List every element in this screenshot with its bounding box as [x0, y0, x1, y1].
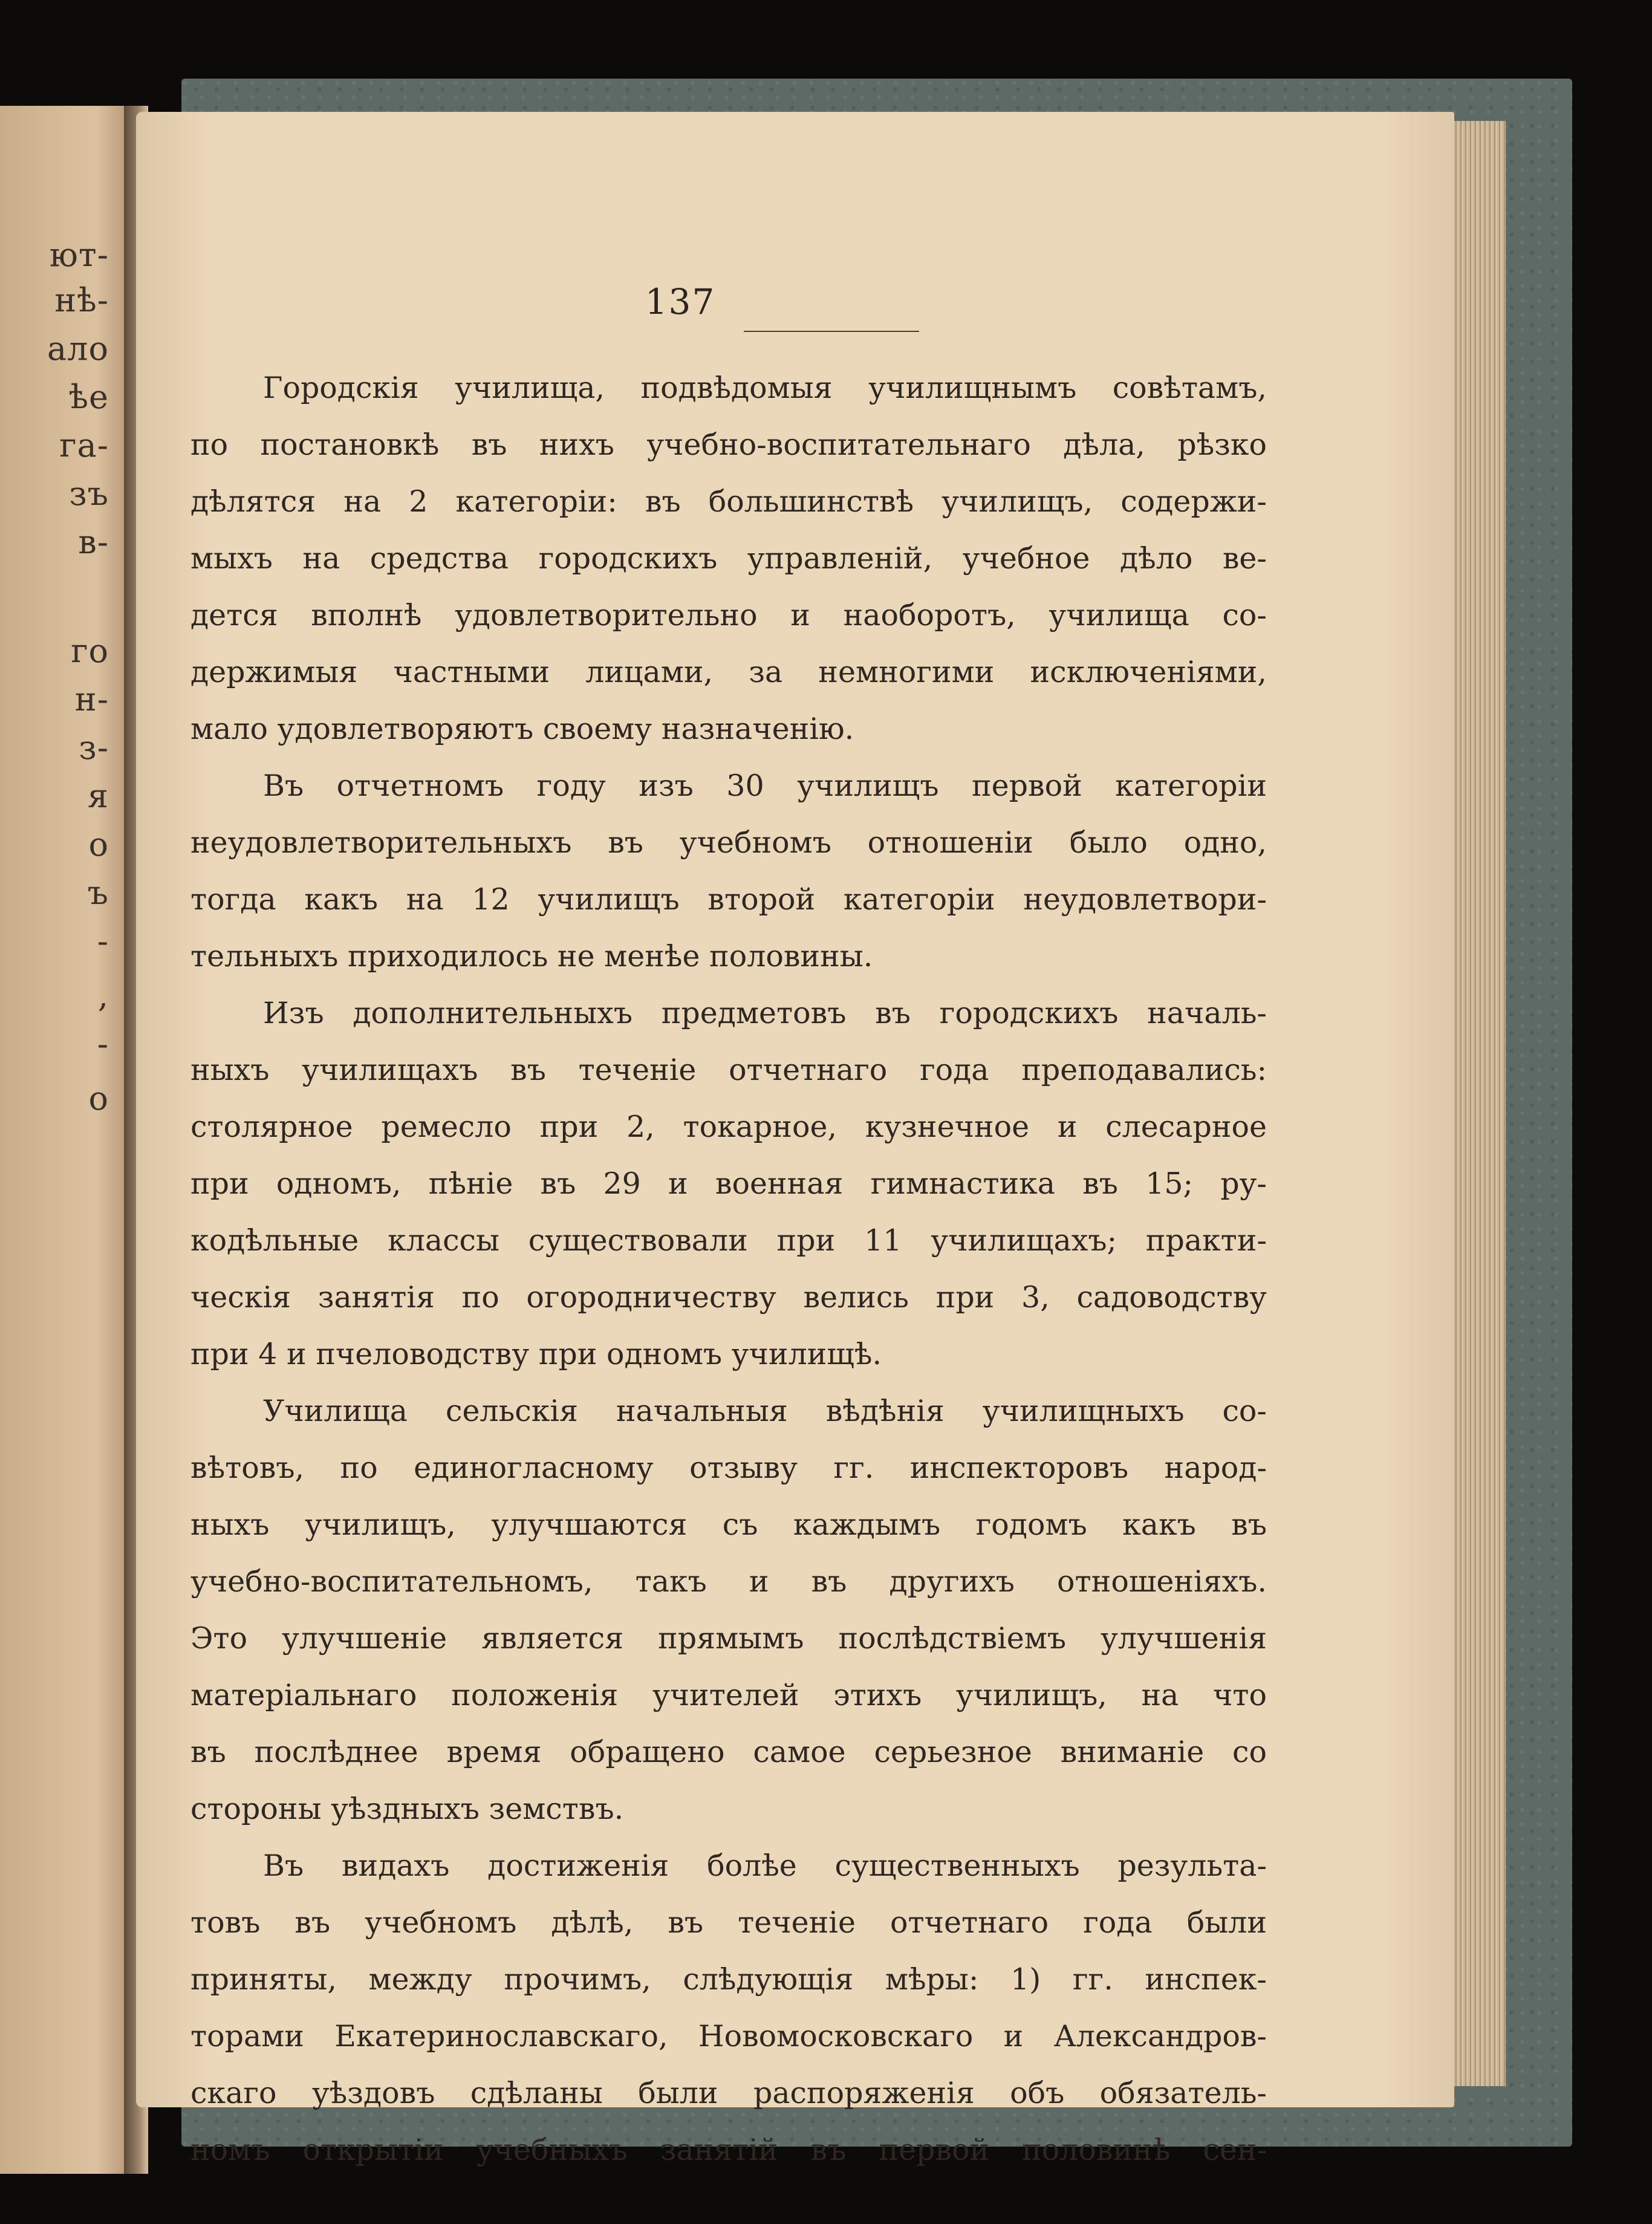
left-page-fragment: ѣе [68, 378, 109, 416]
text-line: мало удовлетворяютъ своему назначенію. [190, 712, 854, 746]
left-page-fragment: га- [59, 426, 109, 464]
left-page-fragment: о [88, 1079, 109, 1117]
text-line: стороны уѣздныхъ земствъ. [190, 1792, 624, 1826]
left-page-fragment: я [87, 777, 109, 815]
left-page-fragment: - [97, 1025, 109, 1063]
book-page [136, 112, 1454, 2167]
page-number-rule [744, 331, 919, 332]
left-page-fragment: в- [78, 523, 109, 561]
text-line: ныхъ училищъ, улучшаются съ каждымъ годомъ какъ въ [190, 1507, 1267, 1542]
left-page-fragment: нѣ- [54, 281, 109, 319]
text-line: номъ открытіи учебныхъ занятій въ первой половинѣ сен- [190, 2133, 1267, 2167]
text-line: Это улучшеніе является прямымъ послѣдствіемъ улучшенія [190, 1621, 1267, 1656]
text-line: ныхъ училищахъ въ теченіе отчетнаго года преподавались: [190, 1053, 1267, 1087]
page-number: 137 [645, 281, 716, 322]
text-line: тельныхъ приходилось не менѣе половины. [190, 939, 873, 974]
text-line: по постановкѣ въ нихъ учебно-воспитательнаго дѣла, рѣзко [190, 428, 1267, 462]
left-page-fragment: ало [47, 330, 109, 368]
text-line: товъ въ учебномъ дѣлѣ, въ теченіе отчетнаго года были [190, 1905, 1267, 1940]
left-page-fragment: го [71, 632, 109, 670]
text-line: Городскія училища, подвѣдомыя училищнымъ совѣтамъ, [263, 371, 1267, 405]
text-line: при 4 и пчеловодству при одномъ училищѣ. [190, 1337, 882, 1371]
left-page-fragment: - [97, 922, 109, 960]
text-line: вѣтовъ, по единогласному отзыву гг. инспекторовъ народ- [190, 1451, 1267, 1485]
text-line: въ послѣднее время обращено самое серьезное вниманіе со [190, 1735, 1267, 1769]
text-line: дѣлятся на 2 категоріи: въ большинствѣ училищъ, содержи- [190, 484, 1267, 519]
left-page-fragment: ъ [87, 874, 109, 912]
text-line: Училища сельскія начальныя вѣдѣнія училищныхъ со- [263, 1394, 1267, 1428]
left-page-fragment: , [97, 977, 109, 1015]
text-line: при одномъ, пѣніе въ 29 и военная гимнастика въ 15; ру- [190, 1166, 1267, 1201]
text-line: Въ отчетномъ году изъ 30 училищъ первой категоріи [263, 769, 1267, 803]
text-line: матеріальнаго положенія учителей этихъ училищъ, на что [190, 1678, 1267, 1712]
text-line: держимыя частными лицами, за немногими исключеніями, [190, 655, 1267, 689]
text-line: ческія занятія по огородничеству велись при 3, садоводству [190, 1280, 1267, 1315]
text-line: тогда какъ на 12 училищъ второй категоріи неудовлетвори- [190, 882, 1267, 917]
left-facing-page [0, 106, 136, 2174]
left-page-fragment: ют- [49, 236, 109, 274]
page-body-text [190, 360, 1267, 2179]
text-line: кодѣльные классы существовали при 11 училищахъ; практи- [190, 1223, 1267, 1258]
text-line: мыхъ на средства городскихъ управленій, учебное дѣло ве- [190, 541, 1267, 576]
text-line: дется вполнѣ удовлетворительно и наоборотъ, училища со- [190, 598, 1267, 632]
text-line: приняты, между прочимъ, слѣдующія мѣры: 1) гг. инспек- [190, 1962, 1267, 1997]
text-line: Изъ дополнительныхъ предметовъ въ городскихъ началь- [263, 996, 1267, 1030]
left-page-fragment: зъ [69, 475, 109, 513]
text-line: Въ видахъ достиженія болѣе существенныхъ результа- [263, 1848, 1267, 1883]
left-page-fragment: о [88, 825, 109, 863]
text-line: неудовлетворительныхъ въ учебномъ отношеніи было одно, [190, 825, 1267, 860]
left-page-fragment: н- [74, 680, 109, 718]
text-line: торами Екатеринославскаго, Новомосковскаго и Александров- [190, 2019, 1267, 2053]
text-line: скаго уѣздовъ сдѣланы были распоряженія объ обязатель- [190, 2076, 1267, 2110]
text-line: столярное ремесло при 2, токарное, кузнечное и слесарное [190, 1110, 1267, 1144]
left-page-fragment: з- [79, 729, 109, 767]
text-line: учебно-воспитательномъ, такъ и въ другихъ отношеніяхъ. [190, 1564, 1267, 1599]
